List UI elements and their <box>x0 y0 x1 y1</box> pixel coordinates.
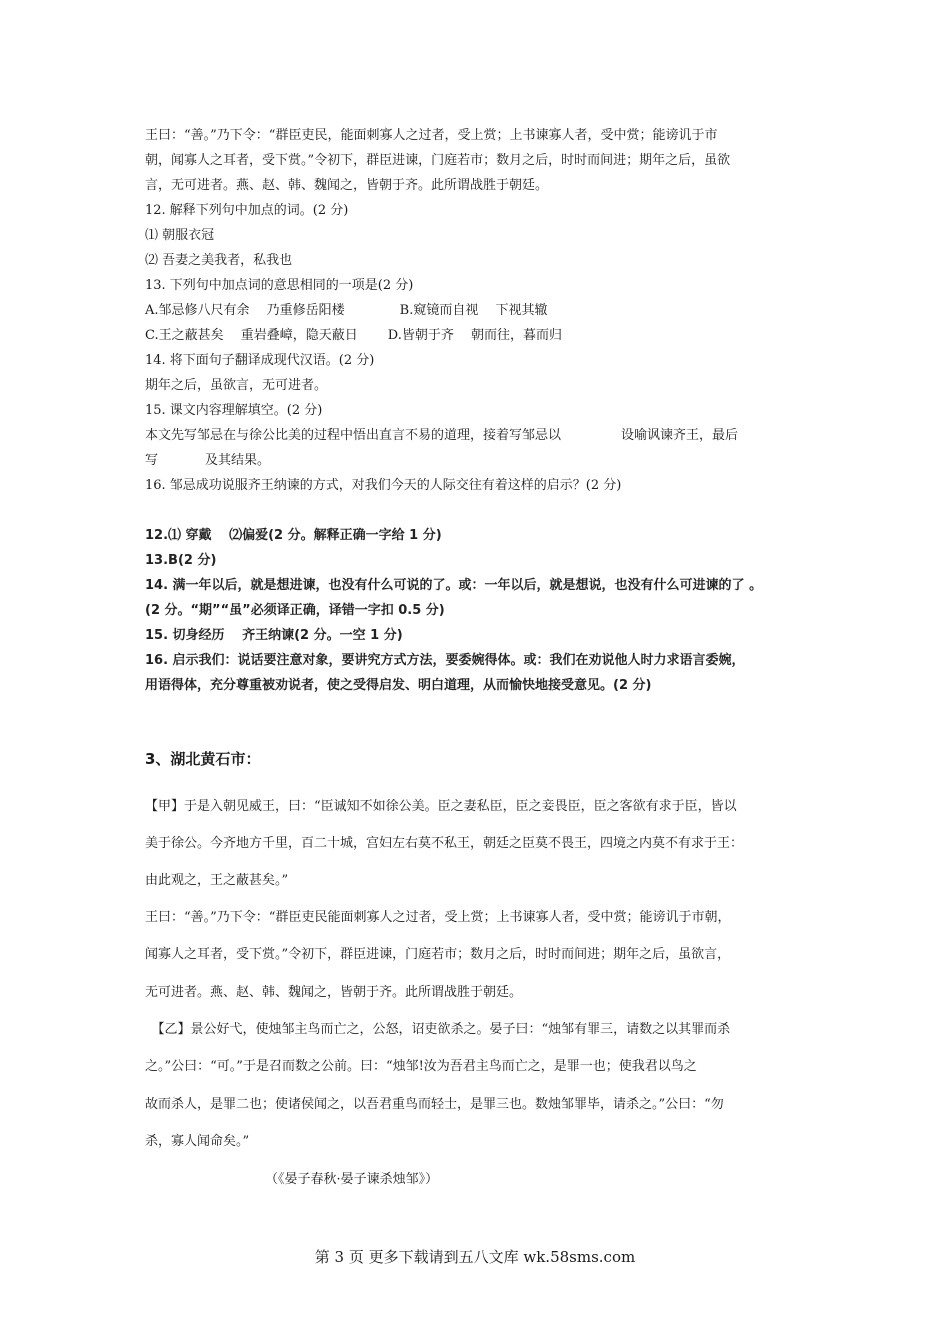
page-footer: 第 3 页 更多下载请到五八文库 wk.58sms.com <box>314 1248 636 1266</box>
answer-15: 15. 切身经历 齐王纳谏(2 分。一空 1 分) <box>145 628 403 643</box>
question-12: 12. 解释下列句中加点的词。(2 分) <box>145 203 349 218</box>
passage-jia-line: 美于徐公。今齐地方千里，百二十城，宫妇左右莫不私王，朝廷之臣莫不畏王，四境之内莫不有求于王： <box>145 836 744 851</box>
option-b: B.窥镜而自视 下视其辙 <box>399 303 548 318</box>
question-14-sentence: 期年之后，虽欲言，无可进者。 <box>145 378 328 393</box>
option-d: D.皆朝于齐 朝而往，暮而归 <box>387 328 562 343</box>
passage-line: 言，无可进者。燕、赵、韩、魏闻之，皆朝于齐。此所谓战胜于朝廷。 <box>145 178 549 193</box>
question-13: 13. 下列句中加点词的意思相同的一项是(2 分) <box>145 278 414 293</box>
question-13-options-cd <box>145 327 562 345</box>
passage-yi-line: 故而杀人，是罪二也；使诸侯闻之，以吾君重鸟而轻士，是罪三也。数烛邹罪毕，请杀之。”公曰：“勿 <box>145 1097 724 1112</box>
passage-yi-line: 【乙】景公好弋，使烛邹主鸟而亡之，公怒，诏吏欲杀之。晏子曰：“烛邹有罪三，请数之以其罪而杀 <box>145 1022 731 1037</box>
passage-jia-line: 闻寡人之耳者，受下赏。”令初下，群臣进谏，门庭若市；数月之后，时时而间进；期年之后，虽欲言， <box>145 947 731 962</box>
passage-jia-line: 王曰：“善。”乃下令：“群臣吏民能面刺寡人之过者，受上赏；上书谏寡人者，受中赏；能谤讥于市朝， <box>145 910 731 925</box>
question-12-item-2: ⑵ 吾妻之美我者，私我也 <box>145 253 293 268</box>
passage-yi-line: 之。”公曰：“可。”于是召而数之公前。曰：“烛邹!汝为吾君主鸟而亡之，是罪一也；使我君以鸟之 <box>145 1059 697 1074</box>
passage-line: 朝，闻寡人之耳者，受下赏。”令初下，群臣进谏，门庭若市；数月之后，时时而间进；期年之后，虽欲 <box>145 153 731 168</box>
answer-14-line-2: (2 分。“期”“虽”必须译正确，译错一字扣 0.5 分) <box>145 603 445 618</box>
option-a: A.邹忌修八尺有余 乃重修岳阳楼 <box>145 303 345 318</box>
passage-source: （《晏子春秋·晏子谏杀烛邹》） <box>265 1172 439 1187</box>
question-12-item-1: ⑴ 朝服衣冠 <box>145 228 215 243</box>
answer-14-line-1: 14. 满一年以后，就是想进谏，也没有什么可说的了。或：一年以后，就是想说，也没有什么可进谏的了 。 <box>145 578 763 593</box>
question-14: 14. 将下面句子翻译成现代汉语。(2 分) <box>145 353 375 368</box>
answer-13: 13.B(2 分) <box>145 553 217 568</box>
passage-jia-line: 由此观之，王之蔽甚矣。” <box>145 873 289 888</box>
question-15-line-2: 写 及其结果。 <box>145 453 271 468</box>
passage-yi-line: 杀，寡人闻命矣。” <box>145 1134 250 1149</box>
question-15-line-1: 本文先写邹忌在与徐公比美的过程中悟出直言不易的道理，接着写邹忌以 设喻讽谏齐王，最后 <box>145 428 739 443</box>
option-c: C.王之蔽甚矣 重岩叠嶂，隐天蔽日 <box>145 328 358 343</box>
passage-line: 王曰：“善。”乃下令：“群臣吏民，能面刺寡人之过者，受上赏；上书谏寡人者，受中赏；能谤讥于市 <box>145 128 718 143</box>
question-16: 16. 邹忌成功说服齐王纳谏的方式，对我们今天的人际交往有着这样的启示？(2 分) <box>145 478 622 493</box>
answer-16-line-1: 16. 启示我们：说话要注意对象，要讲究方式方法，要委婉得体。或：我们在劝说他人时力求语言委婉， <box>145 653 745 668</box>
passage-jia-line: 【甲】于是入朝见威王，曰：“臣诚知不如徐公美。臣之妻私臣，臣之妾畏臣，臣之客欲有求于臣，皆以 <box>145 799 737 814</box>
answer-16-line-2: 用语得体，充分尊重被劝说者，使之受得启发、明白道理，从而愉快地接受意见。(2 分) <box>145 678 652 693</box>
answer-12: 12.⑴ 穿戴 ⑵偏爱(2 分。解释正确一字给 1 分) <box>145 528 442 543</box>
question-15: 15. 课文内容理解填空。(2 分) <box>145 403 323 418</box>
section-title: 3、湖北黄石市： <box>145 750 261 768</box>
question-13-options-ab <box>145 302 547 320</box>
passage-jia-line: 无可进者。燕、赵、韩、魏闻之，皆朝于齐。此所谓战胜于朝廷。 <box>145 985 523 1000</box>
